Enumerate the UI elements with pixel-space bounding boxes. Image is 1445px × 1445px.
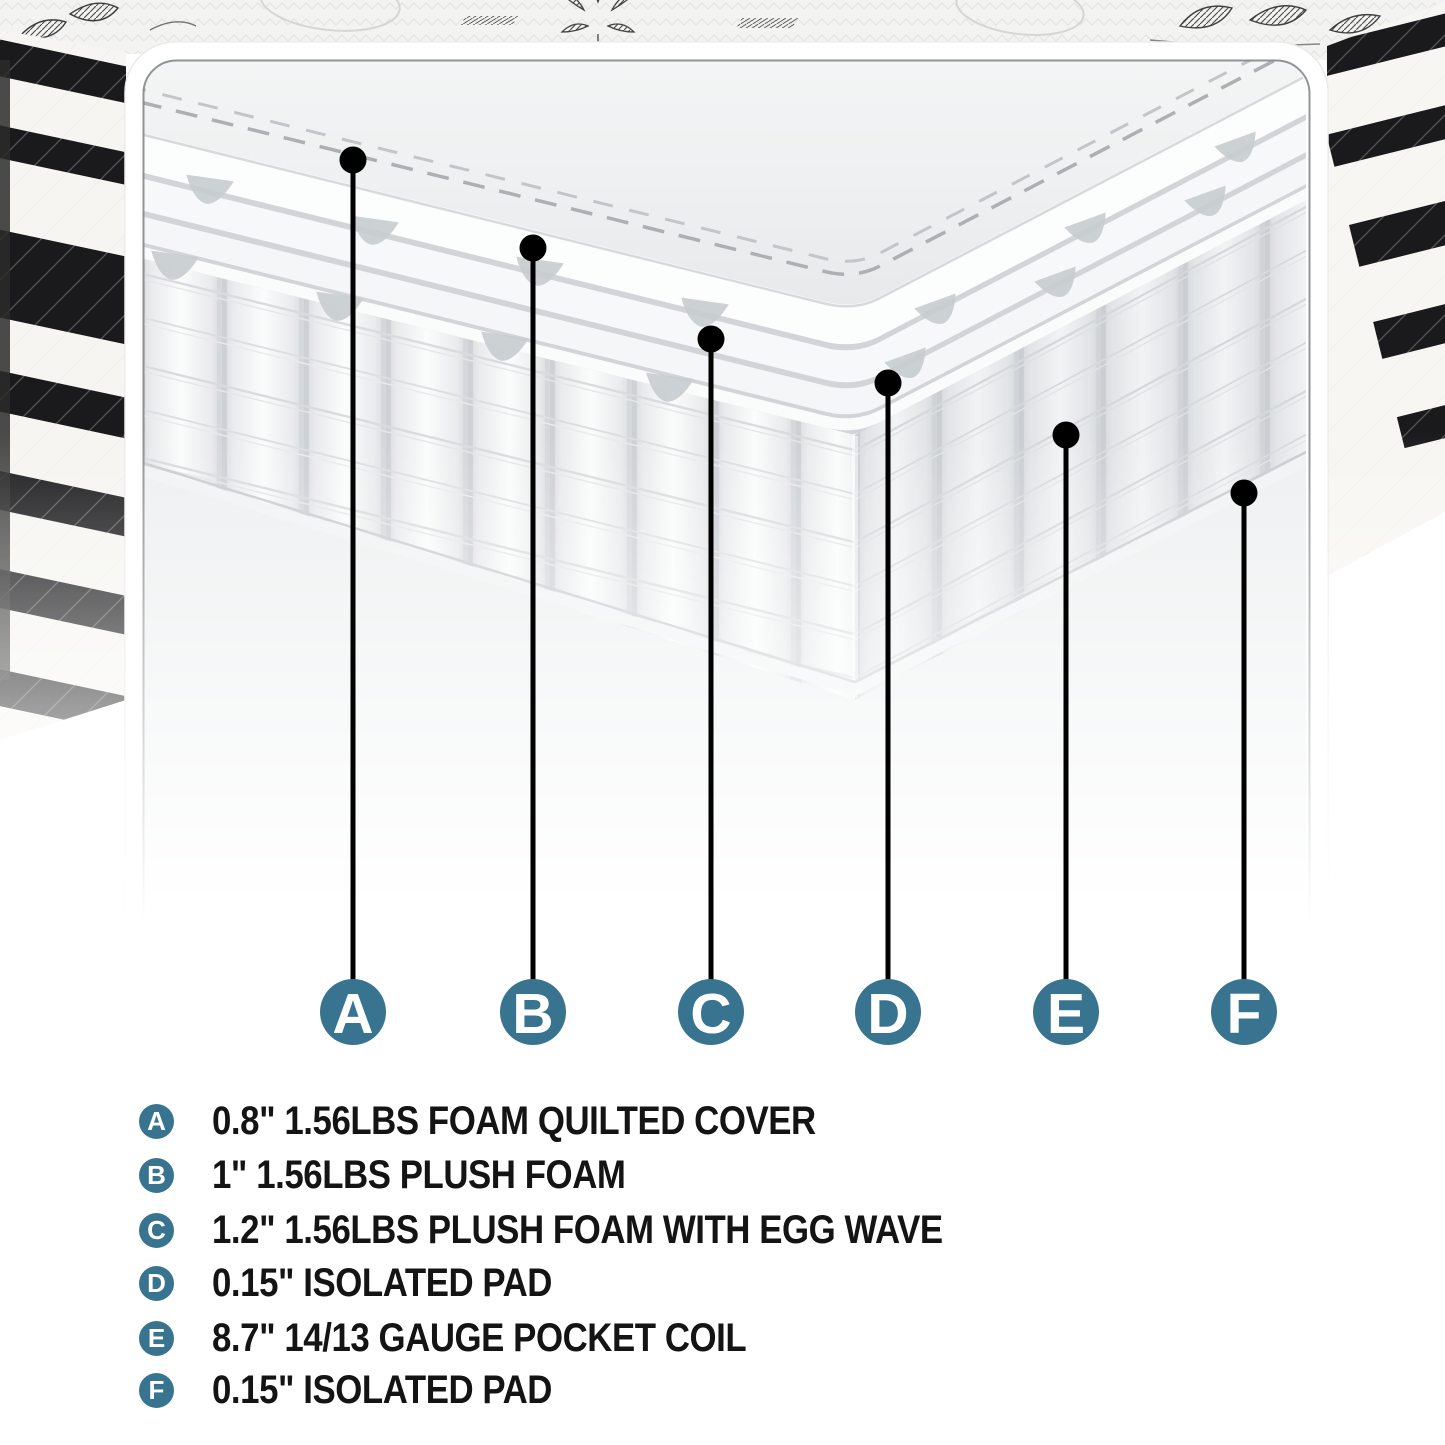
callout-dot-a xyxy=(340,147,367,174)
marker-letter: C xyxy=(690,982,732,1046)
callout-dot-c xyxy=(698,326,725,353)
legend-row xyxy=(139,1094,906,1148)
legend-row xyxy=(139,1203,1052,1257)
legend-icon-d: D xyxy=(139,1266,174,1301)
legend-row xyxy=(139,1363,603,1417)
legend-icon-b: B xyxy=(139,1158,174,1193)
photo-bottom-fade xyxy=(0,430,1445,1060)
legend-icon-c: C xyxy=(139,1213,174,1248)
callout-dot-f xyxy=(1231,480,1258,507)
legend-icon-f: F xyxy=(139,1373,174,1408)
legend-label: 1" 1.56LBS PLUSH FOAM xyxy=(212,1152,626,1197)
marker-letter: A xyxy=(332,982,374,1046)
legend-row xyxy=(139,1148,687,1202)
legend-icon-a: A xyxy=(139,1104,174,1139)
callout-dot-b xyxy=(520,235,547,262)
legend-label: 8.7" 14/13 GAUGE POCKET COIL xyxy=(212,1315,747,1360)
marker-letter: D xyxy=(867,982,909,1046)
legend-label: 0.15" ISOLATED PAD xyxy=(212,1260,552,1305)
callout-dot-d xyxy=(875,370,902,397)
legend-label: 0.8" 1.56LBS FOAM QUILTED COVER xyxy=(212,1098,816,1143)
legend-label: 1.2" 1.56LBS PLUSH FOAM WITH EGG WAVE xyxy=(212,1207,943,1252)
legend-icon-e: E xyxy=(139,1321,174,1356)
legend-row xyxy=(139,1311,826,1365)
legend-row xyxy=(139,1256,603,1310)
marker-letter: F xyxy=(1226,982,1262,1046)
marker-letter: B xyxy=(512,982,554,1046)
marker-letter: E xyxy=(1046,982,1086,1046)
legend-label: 0.15" ISOLATED PAD xyxy=(212,1367,552,1412)
callout-dot-e xyxy=(1053,422,1080,449)
